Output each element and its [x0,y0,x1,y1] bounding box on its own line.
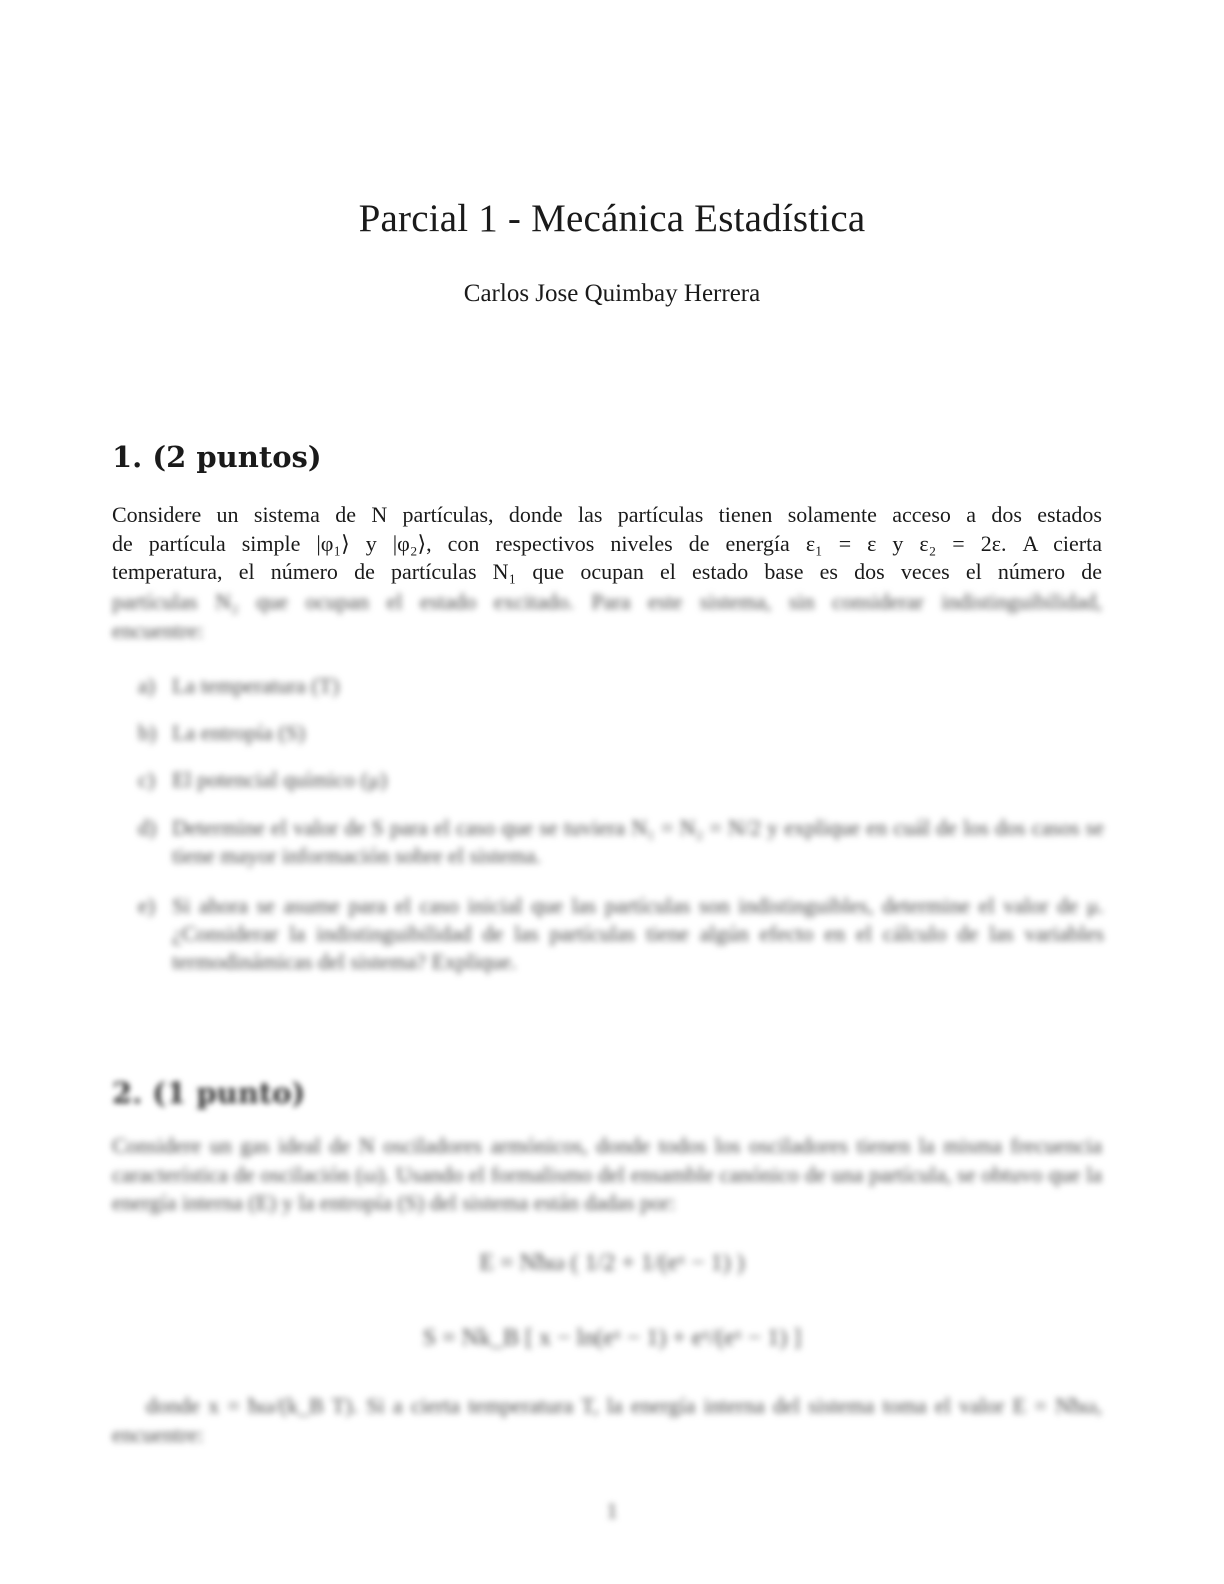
problem-1-statement [112,501,1102,587]
problem-1-statement-blurred [112,588,1102,645]
problem-2-intro: Considere un gas ideal de N osciladores armónicos, donde todos los osciladores tienen la misma frecuencia característica de oscilación (ω). Usando el formalismo del ensamble canónico de una partícula, se obtuvo que la energía interna (E) y la entropía (S) del sistema están dadas por: [112,1133,1102,1215]
document-author: Carlos Jose Quimbay Herrera [463,280,761,307]
problem-2-heading: 2. (1 punto) [112,1076,306,1110]
item-text: Si ahora se asume para el caso inicial que las partículas son indistinguibles, determine el valor de μ. ¿Considerar la indistinguibilidad de las partículas tiene algún efecto en el cálculo de las variables termodinámicas del sistema? Explique. [172,893,1104,974]
item-text: La entropía (S) [172,720,306,745]
item-marker: b) [138,720,157,745]
item-marker: d) [138,815,157,840]
problem-1-line-2: de partícula simple |φ₁⟩ y |φ₂⟩, con respectivos niveles de energía ε₁ = ε y ε₂ = 2ε. A cierta [112,530,1102,556]
equation-energy: E = Nħω ( 1/2 + 1/(eˣ − 1) ) [479,1250,745,1276]
problem-2-after: donde x = ħω/(k_B T). Si a cierta temperatura T, la energía interna del sistema toma el valor E = Nħω, encuentre: [112,1393,1102,1447]
item-marker: a) [138,673,156,698]
item-text: Determine el valor de S para el caso que se tuviera N₁ = N₂ = N/2 y explique en cuál de los dos casos se tiene mayor información sobre el sistema. [172,815,1104,868]
equation-entropy: S = Nk_B [ x − ln(eˣ − 1) + eˣ/(eˣ − 1) ] [422,1325,802,1351]
page-number: 1 [606,1498,618,1523]
problem-1-line-5: encuentre: [112,617,204,643]
item-marker: e) [138,893,156,918]
problem-1-line-1: Considere un sistema de N partículas, donde las partículas tienen solamente acceso a dos estados [112,502,1102,527]
problem-1-line-3: temperatura, el número de partículas N₁ que ocupan el estado base es dos veces el número de [112,559,1102,584]
problem-1-line-4: partículas N₂ que ocupan el estado excitado. Para este sistema, sin considerar indistinguibilidad, [112,589,1102,614]
document-title: Parcial 1 - Mecánica Estadística [358,197,866,240]
item-marker: c) [138,767,156,792]
item-text: El potencial químico (μ) [172,767,388,792]
problem-1-heading: 1. (2 puntos) [112,440,322,474]
item-text: La temperatura (T) [172,673,340,698]
